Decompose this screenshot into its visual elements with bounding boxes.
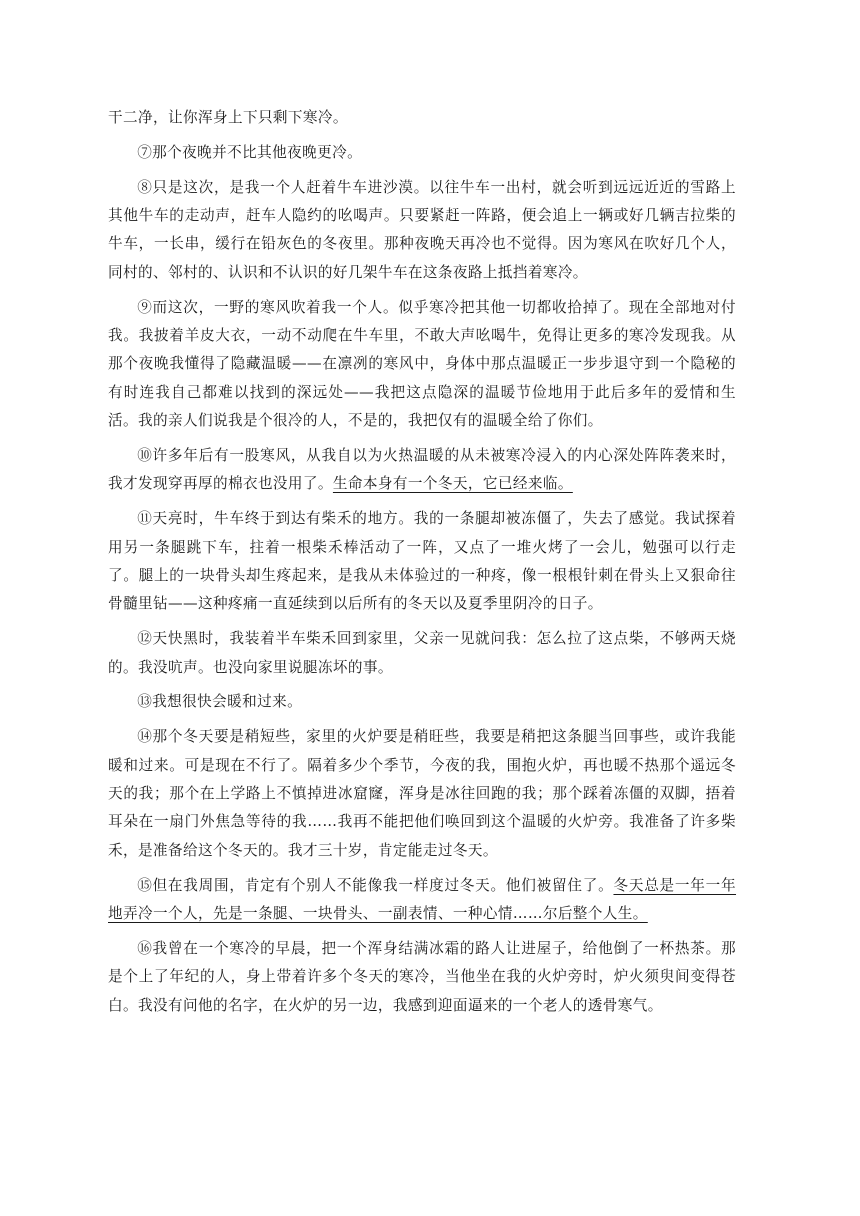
paragraph-text: ⑫天快黑时，我装着半车柴禾回到家里，父亲一见就问我：怎么拉了这点柴，不够两天烧的。我没吭声。也没向家里说腿冻坏的事。 bbox=[108, 630, 736, 676]
paragraph-0 bbox=[108, 104, 736, 132]
paragraph-text: ⑮但在我周围，肯定有个别人不能像我一样度过冬天。他们被留住了。 bbox=[137, 876, 614, 894]
paragraph-14 bbox=[108, 723, 736, 865]
paragraph-15 bbox=[108, 872, 736, 929]
paragraph-10 bbox=[108, 442, 736, 499]
paragraph-8 bbox=[108, 174, 736, 288]
paragraph-7 bbox=[108, 139, 736, 167]
paragraph-9 bbox=[108, 294, 736, 436]
paragraph-text: ⑭那个冬天要是稍短些，家里的火炉要是稍旺些，我要是稍把这条腿当回事些，或许我能暖和过来。可是现在不行了。隔着多少个季节，今夜的我，围抱火炉，再也暖不热那个遥远冬天的我；那个在上学路上不慎掉进冰窟窿，浑身是冰往回跑的我；那个踩着冻僵的双脚，捂着耳朵在一扇门外焦急等待的我……我再不能把他们唤回到这个温暖的火炉旁。我准备了许多柴禾，是准备给这个冬天的。我才三十岁，肯定能走过冬天。 bbox=[108, 728, 736, 859]
paragraph-text: ⑬我想很快会暖和过来。 bbox=[137, 693, 303, 711]
paragraph-text: ⑦那个夜晚并不比其他夜晚更冷。 bbox=[137, 143, 363, 161]
document-page bbox=[108, 104, 736, 1026]
paragraph-12 bbox=[108, 625, 736, 682]
paragraph-16 bbox=[108, 935, 736, 1020]
paragraph-text: ⑩许多年后有一股寒风，从我自以为火热温暖的从未被寒冷浸入的内心深处阵阵袭来时，我才发现穿再厚的棉衣也没用了。 bbox=[108, 447, 736, 493]
paragraph-13 bbox=[108, 688, 736, 716]
underlined-sentence: 冬天总是一年一年地弄冷一个人，先是一条腿、一块骨头、一副表情、一种心情……尔后整个人生。 bbox=[108, 876, 737, 923]
underlined-sentence: 生命本身有一个冬天，它已经来临。 bbox=[332, 475, 573, 493]
paragraph-text: ⑪天亮时，牛车终于到达有柴禾的地方。我的一条腿却被冻僵了，失去了感觉。我试探着用另一条腿跳下车，拄着一根柴禾棒活动了一阵，又点了一堆火烤了一会儿，勉强可以行走了。腿上的一块骨头却生疼起来，是我从未体验过的一种疼，像一根根针刺在骨头上又狠命往骨髓里钻——这种疼痛一直延续到以后所有的冬天以及夏季里阴冷的日子。 bbox=[108, 510, 736, 613]
paragraph-text: ⑯我曾在一个寒冷的早晨，把一个浑身结满冰霜的路人让进屋子，给他倒了一杯热茶。那是个上了年纪的人，身上带着许多个冬天的寒冷，当他坐在我的火炉旁时，炉火须臾间变得苍白。我没有问他的名字，在火炉的另一边，我感到迎面逼来的一个老人的透骨寒气。 bbox=[108, 939, 736, 1014]
paragraph-11 bbox=[108, 505, 736, 619]
paragraph-text: ⑧只是这次，是我一个人赶着牛车进沙漠。以往牛车一出村，就会听到远远近近的雪路上其他牛车的走动声，赶车人隐约的吆喝声。只要紧赶一阵路，便会追上一辆或好几辆吉拉柴的牛车，一长串，缓行在铅灰色的冬夜里。那种夜晚天再冷也不觉得。因为寒风在吹好几个人，同村的、邻村的、认识和不认识的好几架牛车在这条夜路上抵挡着寒冷。 bbox=[108, 178, 736, 281]
paragraph-text: 干二净，让你浑身上下只剩下寒冷。 bbox=[108, 109, 348, 126]
paragraph-text: ⑨而这次，一野的寒风吹着我一个人。似乎寒冷把其他一切都收拾掉了。现在全部地对付我。我披着羊皮大衣，一动不动爬在牛车里，不敢大声吆喝牛，免得让更多的寒冷发现我。从那个夜晚我懂得了隐藏温暖——在凛冽的寒风中，身体中那点温暖正一步步退守到一个隐秘的有时连我自己都难以找到的深远处——我把这点隐深的温暖节俭地用于此后多年的爱情和生活。我的亲人们说我是个很冷的人，不是的，我把仅有的温暖全给了你们。 bbox=[108, 298, 736, 430]
